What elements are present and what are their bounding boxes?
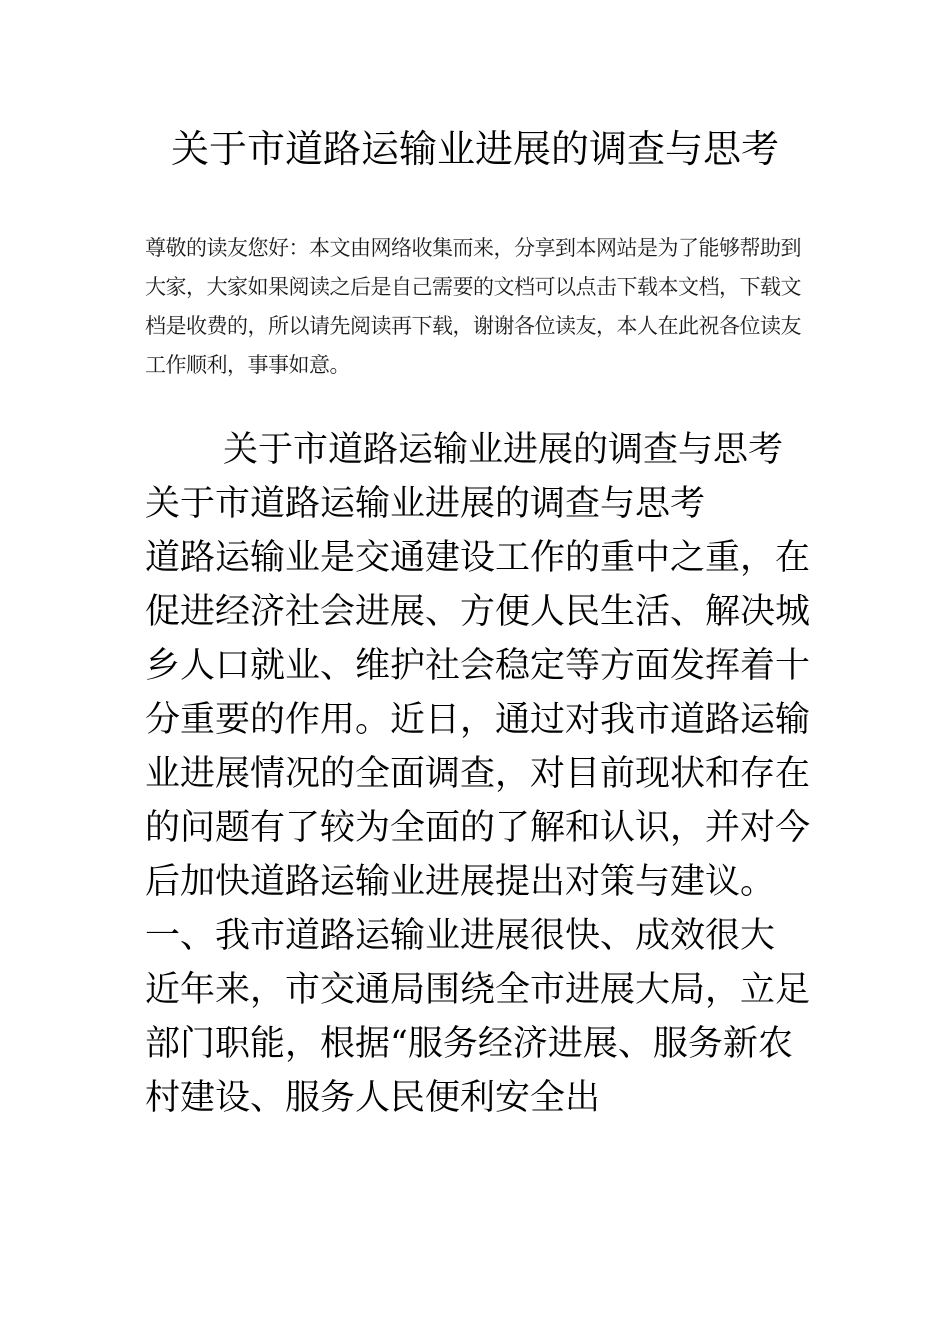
body-paragraph: 道路运输业是交通建设工作的重中之重，在促进经济社会进展、方便人民生活、解决城乡人口就业、维护社会稳定等方面发挥着十分重要的作用。近日，通过对我市道路运输业进展情况的全面调查，对目前现状和存在的问题有了较为全面的了解和认识，并对今后加快道路运输业进展提出对策与建议。 (145, 538, 811, 902)
body-subheading: 关于市道路运输业进展的调查与思考 (145, 484, 706, 524)
body-heading: 关于市道路运输业进展的调查与思考 (223, 430, 784, 470)
section-heading: 一、我市道路运输业进展很快、成效很大 (145, 916, 776, 956)
document-title: 关于市道路运输业进展的调查与思考 (170, 127, 779, 171)
reader-notice: 尊敬的读友您好：本文由网络收集而来，分享到本网站是为了能够帮助到大家，大家如果阅读之后是自己需要的文档可以点击下载本文档，下载文档是收费的，所以请先阅读再下载，谢谢各位读友，本人在此祝各位读友工作顺利，事事如意。 (145, 236, 801, 377)
body-paragraph: 近年来，市交通局围绕全市进展大局，立足部门职能，根据“服务经济进展、服务新农村建设、服务人民便利安全出 (145, 970, 811, 1118)
document-body (145, 423, 813, 1125)
